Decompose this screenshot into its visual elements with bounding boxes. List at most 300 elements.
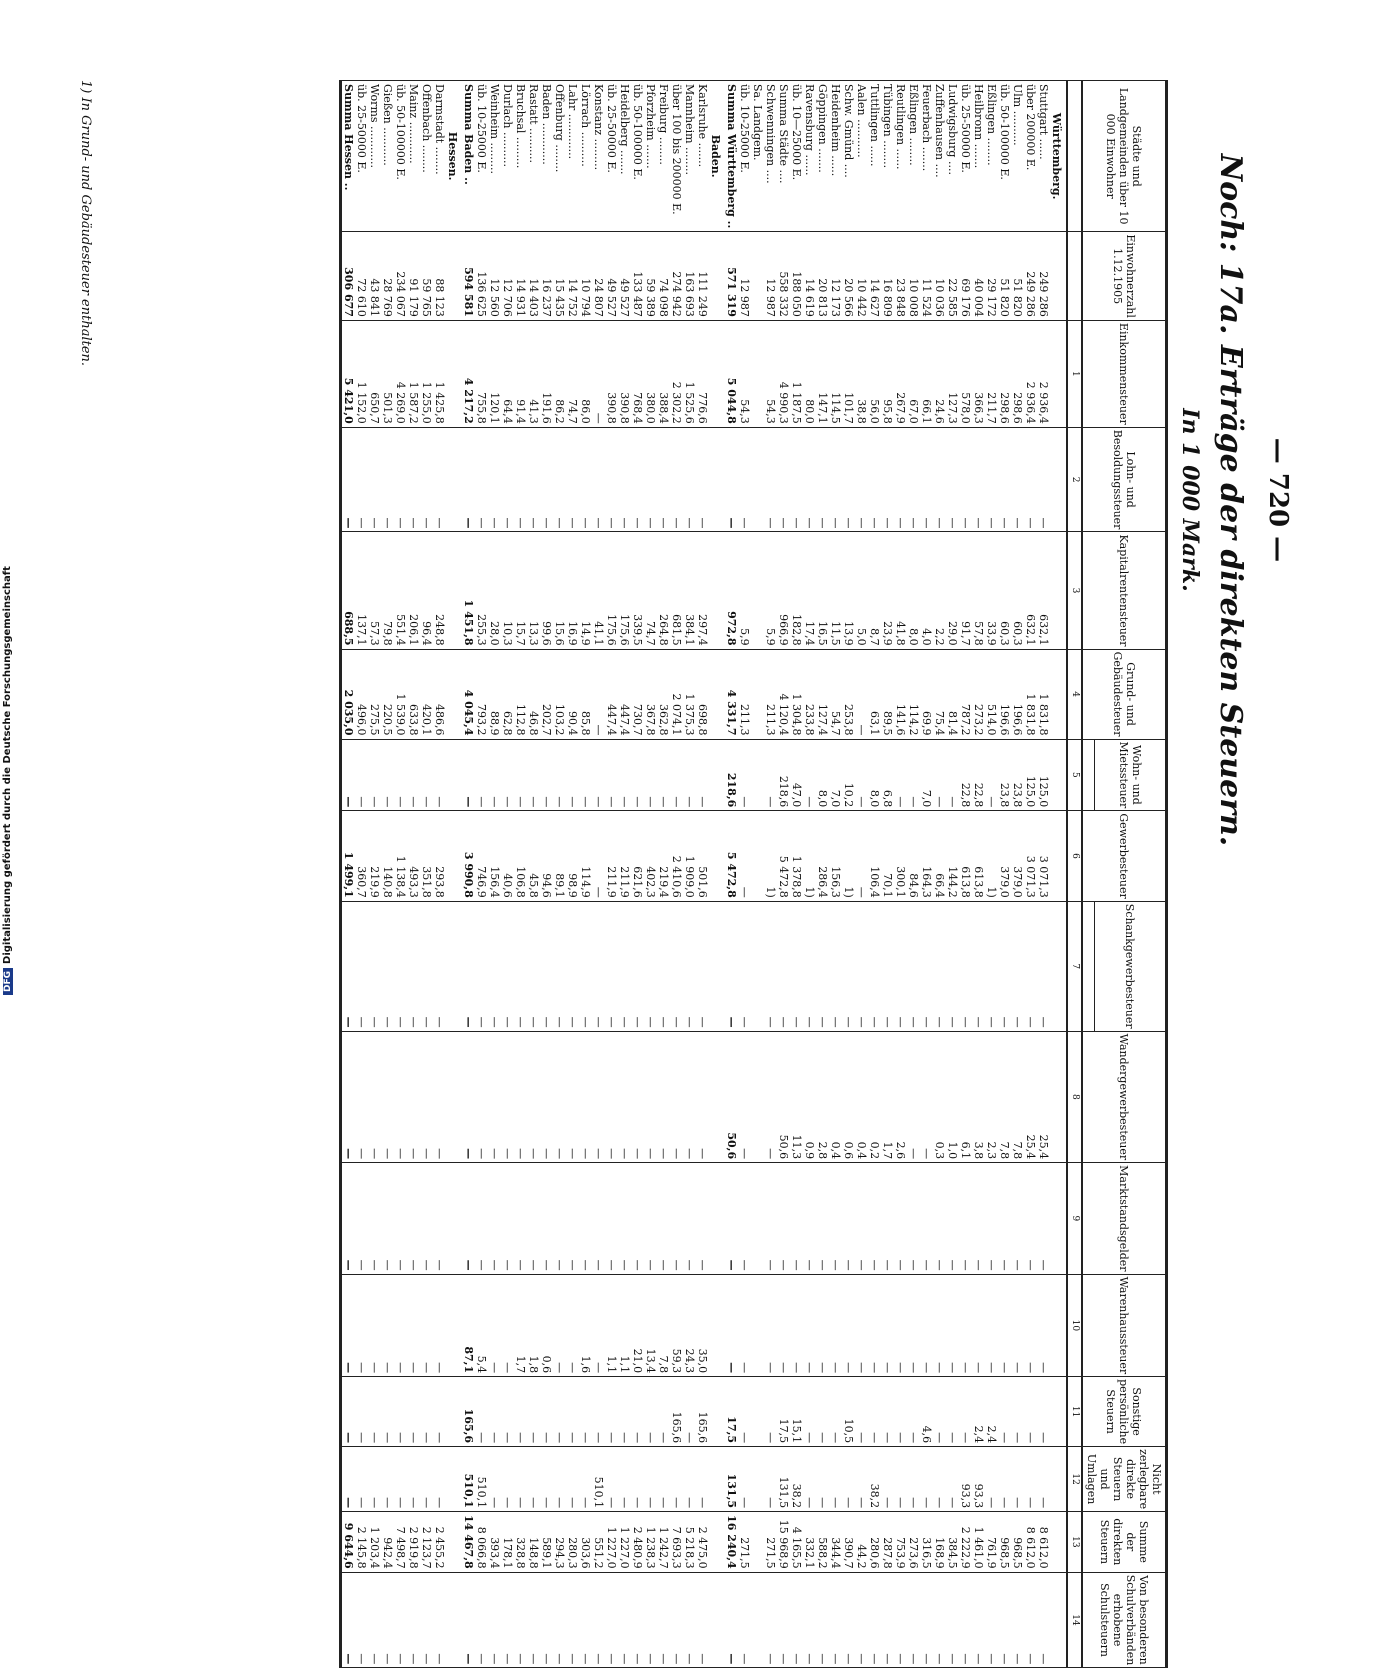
cell-c3: 175,6 [605, 532, 618, 649]
cell-c3: 14,9 [579, 532, 592, 649]
cell-c3: 96,4 [420, 532, 433, 649]
cell-c12: — [605, 1447, 618, 1512]
cell-c5 [751, 739, 764, 811]
colnum-6: 6 [1067, 811, 1082, 901]
cell-c8: — [670, 1031, 683, 1163]
cell-c4: 1 304,8 [790, 649, 803, 739]
cell-c6: 1) [985, 811, 998, 901]
cell-c13: 271,5 [738, 1512, 751, 1573]
cell-c5: — [527, 739, 540, 811]
cell-c10: 7,8 [657, 1274, 670, 1377]
cell-c1: 755,8 [475, 320, 488, 427]
cell-c11: — [420, 1377, 433, 1447]
cell-pop: 49 527 [618, 232, 631, 321]
cell-c7: — [394, 901, 407, 1031]
cell-c10: — [764, 1274, 777, 1377]
cell-name: Durlach .......... [501, 81, 514, 232]
cell-c9: — [368, 1163, 381, 1274]
cell-c13: 178,1 [501, 1512, 514, 1573]
cell-c2: — [553, 427, 566, 532]
cell-c11: — [394, 1377, 407, 1447]
cell-c11 [709, 1377, 725, 1447]
cell-c7: — [670, 901, 683, 1031]
cell-c12: — [894, 1447, 907, 1512]
cell-c2: — [816, 427, 829, 532]
cell-c11: 10,5 [842, 1377, 855, 1447]
cell-name: Ulm .......... [1011, 81, 1024, 232]
table-row [657, 81, 670, 1668]
cell-c1: 578,0 [959, 320, 972, 427]
cell-c3: 74,7 [644, 532, 657, 649]
cell-c8: — [514, 1031, 527, 1163]
cell-c12 [709, 1447, 725, 1512]
cell-c7: — [566, 901, 579, 1031]
table-row [946, 81, 959, 1668]
header-c6: Gewerbesteuer [1082, 811, 1167, 901]
cell-c11: 165,6 [696, 1377, 709, 1447]
cell-c7: — [816, 901, 829, 1031]
cell-c14: — [605, 1572, 618, 1668]
cell-name: Pforzheim ....... [644, 81, 657, 232]
cell-pop: 10 442 [855, 232, 868, 321]
cell-c2: — [501, 427, 514, 532]
cell-c10: — [868, 1274, 881, 1377]
cell-c3: 5,0 [855, 532, 868, 649]
cell-name: üb. 10-25000 E. [475, 81, 488, 232]
cell-c9: — [644, 1163, 657, 1274]
cell-c13: 1 242,7 [657, 1512, 670, 1573]
cell-c13: 2 475,0 [696, 1512, 709, 1573]
cell-name: üb. 50-100000 E. [998, 81, 1011, 232]
cell-c9: — [657, 1163, 670, 1274]
cell-c14: — [907, 1572, 920, 1668]
cell-c6 [446, 811, 462, 901]
cell-c10: — [907, 1274, 920, 1377]
cell-pop: 14 627 [868, 232, 881, 321]
table-row [868, 81, 881, 1668]
cell-c11: — [566, 1377, 579, 1447]
cell-c5: — [803, 739, 816, 811]
cell-c5: — [946, 739, 959, 811]
table-row [1037, 81, 1050, 1668]
cell-c12: — [355, 1447, 368, 1512]
cell-c12 [751, 1447, 764, 1512]
cell-name: über 200000 E. [1024, 81, 1037, 232]
cell-c7: — [738, 901, 751, 1031]
cell-c11: 17,5 [777, 1377, 790, 1447]
cell-c10: 59,3 [670, 1274, 683, 1377]
cell-c4 [709, 649, 725, 739]
cell-c6 [709, 811, 725, 901]
cell-pop: 40 004 [972, 232, 985, 321]
cell-c11: — [540, 1377, 553, 1447]
cell-c9: — [959, 1163, 972, 1274]
cell-c3: 248,8 [433, 532, 446, 649]
cell-c1: 2 302,2 [670, 320, 683, 427]
cell-c5: 6,8 [881, 739, 894, 811]
cell-c7: — [433, 901, 446, 1031]
cell-c7 [446, 901, 462, 1031]
cell-c1: 267,9 [894, 320, 907, 427]
cell-c9: — [670, 1163, 683, 1274]
cell-c14: — [433, 1572, 446, 1668]
table-row [985, 81, 998, 1668]
cell-c3: 4,0 [920, 532, 933, 649]
cell-name: Ravensburg ...... [803, 81, 816, 232]
cell-c12: 131,5 [777, 1447, 790, 1512]
cell-c10 [1050, 1274, 1067, 1377]
cell-c1: 86,0 [579, 320, 592, 427]
cell-c6: 66,4 [933, 811, 946, 901]
header-c10: Warenhaussteuer [1082, 1274, 1167, 1377]
cell-c9: — [1011, 1163, 1024, 1274]
cell-c4: 85,8 [579, 649, 592, 739]
colnum-10: 10 [1067, 1274, 1082, 1377]
cell-c2: — [1011, 427, 1024, 532]
cell-c10: — [553, 1274, 566, 1377]
cell-c10: — [407, 1274, 420, 1377]
cell-c7: — [933, 901, 946, 1031]
cell-c13: 7 498,7 [394, 1512, 407, 1573]
cell-c3: 60,3 [1011, 532, 1024, 649]
cell-pop: 274 942 [670, 232, 683, 321]
cell-pop: 558 332 [777, 232, 790, 321]
cell-c4: 496,0 [355, 649, 368, 739]
cell-c4: 114,2 [907, 649, 920, 739]
cell-c5: — [433, 739, 446, 811]
colnum-14: 14 [1067, 1572, 1082, 1668]
cell-c5: — [553, 739, 566, 811]
cell-pop: 234 067 [394, 232, 407, 321]
cell-c1: 127,3 [946, 320, 959, 427]
cell-c5: — [855, 739, 868, 811]
cell-c10: — [381, 1274, 394, 1377]
cell-c1 [446, 320, 462, 427]
cell-c11: 165,6 [462, 1377, 475, 1447]
cell-name: Summa Württemberg .. [725, 81, 738, 232]
cell-c7: — [1011, 901, 1024, 1031]
cell-c2: — [894, 427, 907, 532]
cell-c13: 280,3 [566, 1512, 579, 1573]
table-row [605, 81, 618, 1668]
cell-c8: — [355, 1031, 368, 1163]
cell-c12: — [920, 1447, 933, 1512]
table-row [540, 81, 553, 1668]
cell-c4: 202,7 [540, 649, 553, 739]
cell-c11: — [868, 1377, 881, 1447]
cell-c5: 23,8 [1011, 739, 1024, 811]
cell-c10: — [920, 1274, 933, 1377]
cell-c12 [446, 1447, 462, 1512]
cell-c8: — [592, 1031, 605, 1163]
cell-c13: 2 455,2 [433, 1512, 446, 1573]
header-c12: Nicht zerlegbare direkte Steuern und Umlagen [1082, 1447, 1167, 1512]
cell-c6: 1) [842, 811, 855, 901]
cell-c13: 2 123,7 [420, 1512, 433, 1573]
cell-c3: 15,7 [514, 532, 527, 649]
cell-c1: 650,7 [368, 320, 381, 427]
cell-c4: 196,6 [998, 649, 1011, 739]
cell-c12: — [407, 1447, 420, 1512]
cell-c7: — [407, 901, 420, 1031]
cell-c11: — [1011, 1377, 1024, 1447]
cell-c13: 44,2 [855, 1512, 868, 1573]
cell-c11: — [341, 1377, 356, 1447]
cell-c9: — [972, 1163, 985, 1274]
cell-c4: 89,5 [881, 649, 894, 739]
cell-c13: 2 222,9 [959, 1512, 972, 1573]
cell-c11 [1050, 1377, 1067, 1447]
cell-c4: — [592, 649, 605, 739]
table-row [566, 81, 579, 1668]
cell-c8 [1050, 1031, 1067, 1163]
cell-c1: 80,0 [803, 320, 816, 427]
cell-pop [446, 232, 462, 321]
cell-c6: 402,3 [644, 811, 657, 901]
cell-c5: — [540, 739, 553, 811]
cell-c9 [751, 1163, 764, 1274]
cell-c11: — [998, 1377, 1011, 1447]
cell-c12: — [368, 1447, 381, 1512]
credit-line [2, 566, 13, 995]
cell-c10: 0,6 [540, 1274, 553, 1377]
cell-name: Sa. Landgem. [751, 81, 764, 232]
cell-c7: — [764, 901, 777, 1031]
cell-c9: — [790, 1163, 803, 1274]
cell-c12: 510,1 [475, 1447, 488, 1512]
cell-c12: — [946, 1447, 959, 1512]
cell-c8: 7,8 [998, 1031, 1011, 1163]
cell-c11: — [933, 1377, 946, 1447]
cell-name: Heidenheim ...... [829, 81, 842, 232]
cell-c2: — [829, 427, 842, 532]
cell-c13: 7 693,3 [670, 1512, 683, 1573]
table-row [894, 81, 907, 1668]
header-population: Einwohnerzahl 1.12.1905 [1082, 232, 1167, 321]
cell-pop: 571 319 [725, 232, 738, 321]
cell-name: üb. 25-50000 E. [959, 81, 972, 232]
colnum-11: 11 [1067, 1377, 1082, 1447]
cell-c11 [446, 1377, 462, 1447]
header-c13: Summe der direkten Steuern [1082, 1512, 1167, 1573]
cell-c9: — [933, 1163, 946, 1274]
cell-c9: — [738, 1163, 751, 1274]
cell-c5 [709, 739, 725, 811]
cell-c7: — [488, 901, 501, 1031]
cell-c11: — [527, 1377, 540, 1447]
cell-c4: 211,3 [764, 649, 777, 739]
cell-c3: 182,8 [790, 532, 803, 649]
cell-c2: — [907, 427, 920, 532]
cell-c2: — [433, 427, 446, 532]
cell-name: Weinheim ......... [488, 81, 501, 232]
cell-c5: — [475, 739, 488, 811]
cell-c8: — [657, 1031, 670, 1163]
cell-c12: — [933, 1447, 946, 1512]
table-row [381, 81, 394, 1668]
cell-c11: 165,6 [670, 1377, 683, 1447]
cell-pop: 12 987 [764, 232, 777, 321]
cell-c10: — [790, 1274, 803, 1377]
cell-c10: — [881, 1274, 894, 1377]
cell-c14: — [355, 1572, 368, 1668]
cell-c11: — [1024, 1377, 1037, 1447]
cell-c13: 148,8 [527, 1512, 540, 1573]
cell-name: Gießen ........... [381, 81, 394, 232]
cell-c1: 67,0 [907, 320, 920, 427]
cell-c10: — [341, 1274, 356, 1377]
cell-c9: — [829, 1163, 842, 1274]
cell-c7: — [540, 901, 553, 1031]
cell-c6: 300,1 [894, 811, 907, 901]
cell-c7: — [842, 901, 855, 1031]
table-row [368, 81, 381, 1668]
cell-c7: — [1024, 901, 1037, 1031]
cell-c5: — [355, 739, 368, 811]
cell-c13: 968,5 [998, 1512, 1011, 1573]
cell-c12: — [488, 1447, 501, 1512]
cell-c5: 8,0 [816, 739, 829, 811]
cell-c8: 50,6 [777, 1031, 790, 1163]
cell-c7: — [959, 901, 972, 1031]
header-c8: Wandergewerbesteuer [1082, 1031, 1167, 1163]
cell-c7: — [829, 901, 842, 1031]
cell-c12: — [670, 1447, 683, 1512]
cell-c10: — [433, 1274, 446, 1377]
cell-c11: — [488, 1377, 501, 1447]
cell-c9: — [881, 1163, 894, 1274]
cell-c12: — [420, 1447, 433, 1512]
table-row [670, 81, 683, 1668]
cell-c6: 379,0 [998, 811, 1011, 901]
cell-c10: — [1037, 1274, 1050, 1377]
cell-c2: — [592, 427, 605, 532]
cell-c4: 1 831,8 [1037, 649, 1050, 739]
header-c1: Einkommensteuer [1082, 320, 1167, 427]
cell-name: üb. 50-100000 E. [394, 81, 407, 232]
cell-c13: 2 480,9 [631, 1512, 644, 1573]
cell-c4: 90,4 [566, 649, 579, 739]
cell-c14: — [618, 1572, 631, 1668]
cell-c11: — [631, 1377, 644, 1447]
tax-table-container [339, 80, 1168, 1666]
cell-c6: 106,4 [868, 811, 881, 901]
cell-c3: 91,7 [959, 532, 972, 649]
cell-name: Schw. Gmünd .... [842, 81, 855, 232]
cell-c10: — [816, 1274, 829, 1377]
cell-c8: — [631, 1031, 644, 1163]
cell-c12: 93,3 [959, 1447, 972, 1512]
cell-c10: — [566, 1274, 579, 1377]
cell-c6: 144,2 [946, 811, 959, 901]
cell-name: Heilbronn ....... [972, 81, 985, 232]
cell-name: Hessen. [446, 81, 462, 232]
cell-c11: — [605, 1377, 618, 1447]
colnum-7: 7 [1067, 901, 1082, 1031]
cell-c4: 367,8 [644, 649, 657, 739]
cell-name: Schwenningen .... [764, 81, 777, 232]
cell-c9: — [683, 1163, 696, 1274]
cell-c1: 191,6 [540, 320, 553, 427]
cell-c14: — [488, 1572, 501, 1668]
cell-pop [1050, 232, 1067, 321]
cell-name: Feuerbach ....... [920, 81, 933, 232]
cell-pop: 111 249 [696, 232, 709, 321]
cell-c9: — [777, 1163, 790, 1274]
cell-c8: 0,2 [868, 1031, 881, 1163]
cell-c10 [446, 1274, 462, 1377]
cell-c13: 303,6 [579, 1512, 592, 1573]
cell-pop: 51 820 [1011, 232, 1024, 321]
table-row [618, 81, 631, 1668]
cell-c6: 156,4 [488, 811, 501, 901]
cell-c6: 5 472,8 [725, 811, 738, 901]
cell-c1: 5 044,8 [725, 320, 738, 427]
cell-c2: — [527, 427, 540, 532]
cell-c2 [709, 427, 725, 532]
cell-c6: 1 909,0 [683, 811, 696, 901]
cell-c9: — [433, 1163, 446, 1274]
cell-c13: 2 919,8 [407, 1512, 420, 1573]
cell-c1: 24,6 [933, 320, 946, 427]
cell-c2: — [683, 427, 696, 532]
table-row [1011, 81, 1024, 1668]
cell-c2: — [881, 427, 894, 532]
cell-c9: — [868, 1163, 881, 1274]
cell-c2: — [920, 427, 933, 532]
cell-name: Heidelberg ....... [618, 81, 631, 232]
cell-c12: — [1037, 1447, 1050, 1512]
cell-c3: 28,0 [488, 532, 501, 649]
cell-c14: — [972, 1572, 985, 1668]
cell-pop: 74 098 [657, 232, 670, 321]
cell-c9: — [985, 1163, 998, 1274]
cell-c7: — [368, 901, 381, 1031]
cell-c6: 98,9 [566, 811, 579, 901]
cell-c11: — [433, 1377, 446, 1447]
cell-pop: 163 693 [683, 232, 696, 321]
cell-c3: 2,2 [933, 532, 946, 649]
cell-pop: 49 527 [605, 232, 618, 321]
cell-c1: 4 269,0 [394, 320, 407, 427]
cell-c6: 351,8 [420, 811, 433, 901]
cell-pop: 12 706 [501, 232, 514, 321]
cell-c5: 8,0 [868, 739, 881, 811]
cell-c1: 64,4 [501, 320, 514, 427]
cell-c11: 2,4 [972, 1377, 985, 1447]
cell-c8: — [553, 1031, 566, 1163]
cell-c5: — [670, 739, 683, 811]
cell-c13: 16 240,4 [725, 1512, 738, 1573]
cell-c2: — [946, 427, 959, 532]
cell-c7: — [985, 901, 998, 1031]
cell-c5: — [605, 739, 618, 811]
cell-pop: 10 008 [907, 232, 920, 321]
cell-c7: — [579, 901, 592, 1031]
cell-c8: — [488, 1031, 501, 1163]
cell-c11: — [894, 1377, 907, 1447]
cell-c8: 2,6 [894, 1031, 907, 1163]
cell-pop: 188 050 [790, 232, 803, 321]
cell-c6: 493,3 [407, 811, 420, 901]
cell-c11: — [738, 1377, 751, 1447]
colnum-3: 3 [1067, 532, 1082, 649]
cell-c13: 5 218,3 [683, 1512, 696, 1573]
cell-c10: — [803, 1274, 816, 1377]
colnum-5: 5 [1067, 739, 1082, 811]
cell-c8: — [341, 1031, 356, 1163]
cell-c6: 94,6 [540, 811, 553, 901]
